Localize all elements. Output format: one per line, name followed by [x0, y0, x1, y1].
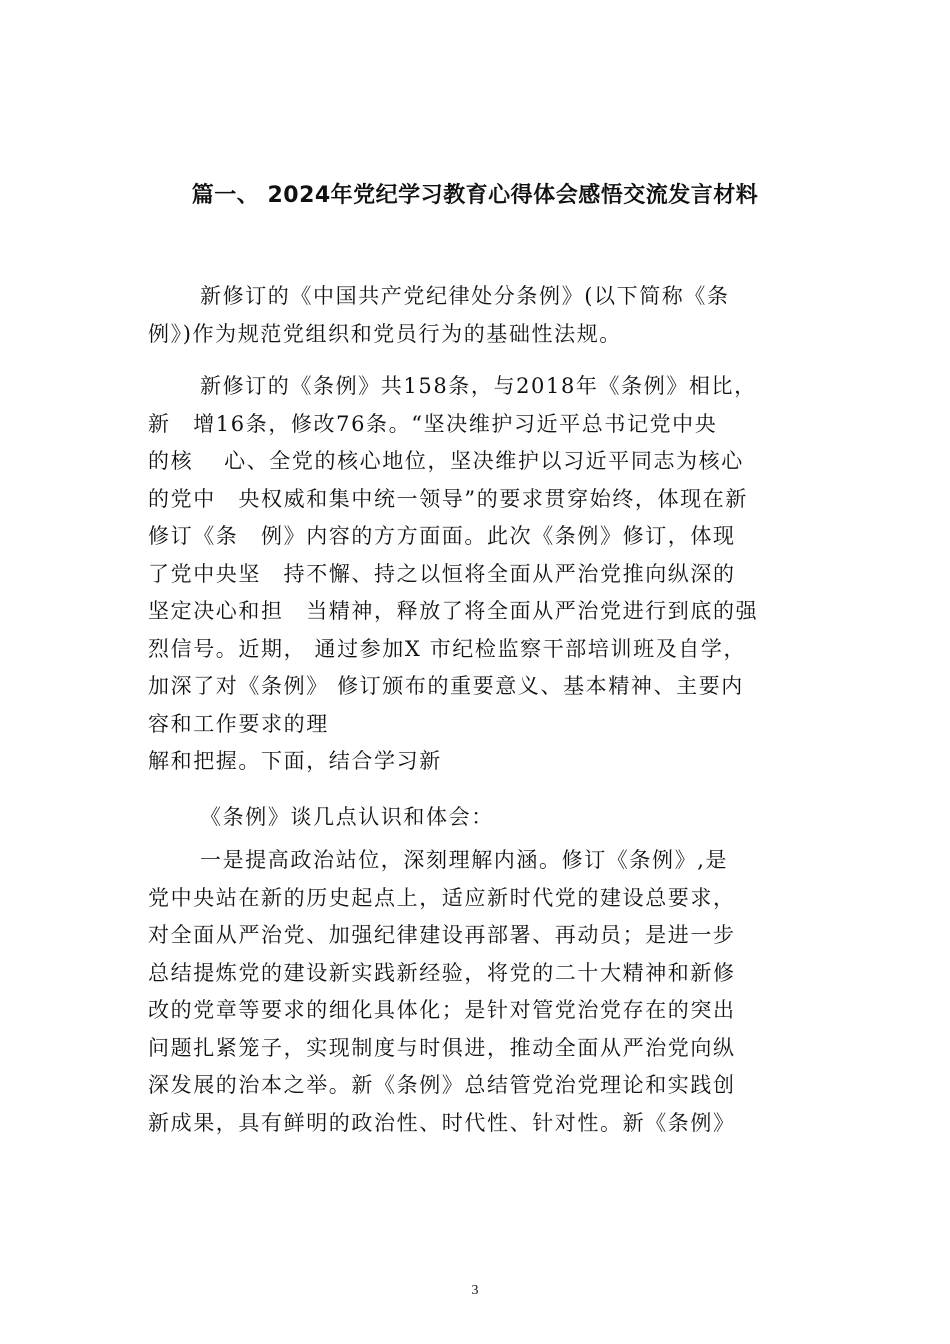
text-line: 修订《条 例》内容的方方面面。此次《条例》修订，体现: [148, 524, 736, 548]
text-line: 了党中央坚 持不懈、持之以恒将全面从严治党推向纵深的: [148, 561, 736, 586]
text-line: 新修订的《条例》共158条，与2018年《条例》相比，: [200, 374, 757, 398]
paragraph-2: [148, 368, 818, 781]
document-title: 篇一、 2024年党纪学习教育心得体会感悟交流发言材料: [191, 183, 759, 208]
text-line: 解和把握。下面，结合学习新: [148, 749, 442, 773]
paragraph-3: [148, 799, 818, 837]
text-line: 新成果，具有鲜明的政治性、时代性、针对性。新《条例》: [148, 1110, 736, 1135]
text-line: 容和工作要求的理: [148, 711, 329, 736]
text-line: 问题扎紧笼子，实现制度与时俱进，推动全面从严治党向纵: [148, 1035, 736, 1060]
text-line: 的核 心、全党的核心地位，坚决维护以习近平同志为核心: [148, 449, 744, 473]
text-line: 的党中 央权威和集中统一领导”的要求贯穿始终，体现在新: [148, 486, 748, 511]
text-line: 对全面从严治党、加强纪律建设再部署、再动员；是进一步: [148, 923, 736, 947]
text-line: 一是提高政治站位，深刻理解内涵。修订《条例》,是: [200, 848, 729, 872]
text-line: 党中央站在新的历史起点上，适应新时代党的建设总要求，: [148, 885, 736, 910]
text-line: 新 增16条，修改76条。“坚决维护习近平总书记党中央: [148, 411, 718, 436]
text-line: 新修订的《中国共产党纪律处分条例》(以下简称《条: [200, 284, 730, 308]
text-line: 加深了对《条例》 修订颁布的重要意义、基本精神、主要内: [148, 674, 744, 698]
paragraph-4: [148, 842, 818, 1142]
paragraph-1: [148, 278, 818, 353]
text-line: 例》)作为规范党组织和党员行为的基础性法规。: [148, 321, 622, 346]
text-line: 总结提炼党的建设新实践新经验，将党的二十大精神和新修: [148, 960, 736, 985]
text-line: 改的党章等要求的细化具体化；是针对管党治党存在的突出: [148, 998, 736, 1022]
text-line: 坚定决心和担 当精神，释放了将全面从严治党进行到底的强: [148, 599, 759, 623]
text-line: 烈信号。近期， 通过参加X 市纪检监察干部培训班及自学，: [148, 636, 747, 661]
page-number: 3: [471, 1283, 479, 1298]
text-line: 深发展的治本之举。新《条例》总结管党治党理论和实践创: [148, 1073, 736, 1097]
text-line: 《条例》谈几点认识和体会：: [200, 805, 494, 829]
